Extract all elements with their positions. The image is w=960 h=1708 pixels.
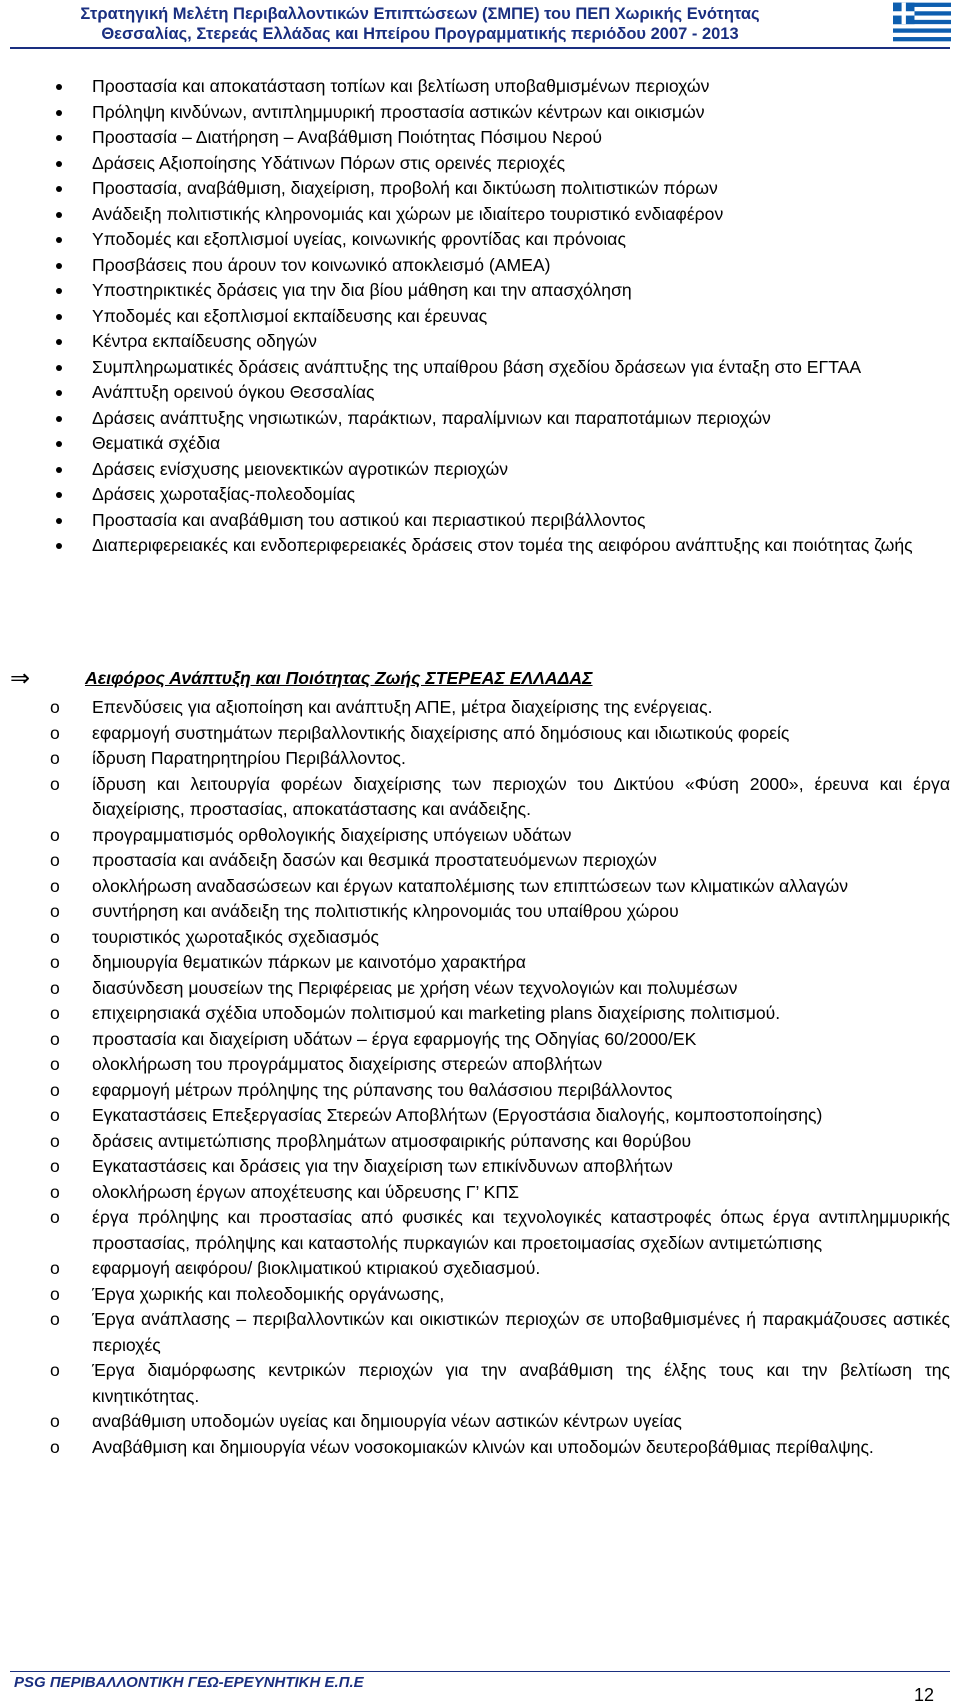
- bullet-item: [50, 202, 950, 228]
- bullet-item: [50, 533, 950, 559]
- list-item: [50, 1409, 950, 1435]
- circle-bullet-icon: o: [50, 1156, 60, 1176]
- list-item: [50, 1001, 950, 1027]
- bullet-text: Δράσεις ανάπτυξης νησιωτικών, παράκτιων, παραλίμνιων και παραποτάμιων περιοχών: [92, 407, 771, 428]
- list-item-text: Έργα χωρικής και πολεοδομικής οργάνωσης,: [92, 1283, 445, 1304]
- bullet-dot-icon: [56, 441, 62, 447]
- bullet-text: Συμπληρωματικές δράσεις ανάπτυξης της υπαίθρου βάση σχεδίου δράσεων για ένταξη στο ΕΓΤΑΑ: [92, 356, 862, 377]
- bullet-text: Κέντρα εκπαίδευσης οδηγών: [92, 331, 317, 351]
- list-item: [50, 772, 950, 823]
- page-number: 12: [913, 1685, 934, 1705]
- bullet-dot-icon: [56, 543, 62, 549]
- list-item: [50, 925, 950, 951]
- bullet-dot-icon: [56, 135, 62, 141]
- list-item-text: Εγκαταστάσεις και δράσεις για την διαχείριση των επικίνδυνων αποβλήτων: [92, 1156, 673, 1176]
- circle-bullet-icon: o: [50, 875, 60, 896]
- list-item-text: ολοκλήρωση αναδασώσεων και έργων καταπολέμισης των επιπτώσεων των κλιματικών αλλαγών: [92, 875, 849, 896]
- bullet-item: [50, 508, 950, 534]
- circle-bullet-icon: o: [50, 901, 60, 921]
- list-item-text: δράσεις αντιμετώπισης προβλημάτων ατμοσφαιρικής ρύπανσης και θορύβου: [92, 1130, 692, 1151]
- bullet-item: [50, 329, 950, 355]
- circle-bullet-icon: o: [50, 824, 60, 845]
- circle-bullet-icon: o: [50, 1054, 60, 1074]
- list-item-text: εφαρμογή αειφόρου/ βιοκλιματικού κτιριακού σχεδιασμού.: [92, 1258, 541, 1278]
- bullet-text: Υποδομές και εξοπλισμοί υγείας, κοινωνικής φροντίδας και πρόνοιας: [92, 229, 626, 249]
- list-item-text: τουριστικός χωροταξικός σχεδιασμός: [92, 926, 379, 947]
- bullet-item: [50, 74, 950, 100]
- bullet-dot-icon: [56, 518, 62, 524]
- bullet-item: [50, 227, 950, 253]
- bullet-dot-icon: [56, 212, 62, 218]
- list-item: [50, 1307, 950, 1358]
- circle-bullet-icon: o: [50, 1105, 60, 1125]
- bullet-item: [50, 482, 950, 508]
- list-item-text: επιχειρησιακά σχέδια υποδομών πολιτισμού και marketing plans διαχείρισης πολιτισμού.: [92, 1003, 781, 1023]
- circle-bullet-icon: o: [50, 1028, 60, 1049]
- circle-bullet-icon: o: [50, 748, 60, 768]
- list-item-text: έργα πρόληψης και προστασίας από φυσικές και τεχνολογικές καταστροφές όπως έργα αντιπλημμυρικής προστασίας, πρόληψης και καταστολής πυρκαγιών και προετοιμασίας σχεδίων αντιμετώπισης: [92, 1207, 950, 1253]
- bullet-dot-icon: [56, 314, 62, 320]
- bullet-item: [50, 457, 950, 483]
- list-item: [50, 1256, 950, 1282]
- bullet-text: Προστασία και αποκατάσταση τοπίων και βελτίωση υποβαθμισμένων περιοχών: [92, 76, 710, 96]
- header-line-1: Στρατηγική Μελέτη Περιβαλλοντικών Επιπτώσεων (ΣΜΠΕ) του ΠΕΠ Χωρικής Ενότητας: [80, 5, 760, 23]
- circle-bullet-icon: o: [50, 722, 60, 743]
- bullet-dot-icon: [56, 288, 62, 294]
- list-item: [50, 1052, 950, 1078]
- bullet-text: Προστασία – Διατήρηση – Αναβάθμιση Ποιότητας Πόσιμου Νερού: [92, 127, 602, 147]
- circle-bullet-icon: o: [50, 1207, 60, 1227]
- circle-bullet-icon: o: [50, 1411, 60, 1431]
- circle-bullet-icon: o: [50, 1309, 60, 1329]
- bullet-dot-icon: [56, 110, 62, 116]
- circle-bullet-icon: o: [50, 1079, 60, 1100]
- bullet-dot-icon: [56, 263, 62, 269]
- bullet-dot-icon: [56, 416, 62, 422]
- bullet-list: [50, 74, 950, 559]
- list-item: [50, 1282, 950, 1308]
- header-line-2: Θεσσαλίας, Στερεάς Ελλάδας και Ηπείρου Προγραμματικής περιόδου 2007 - 2013: [101, 25, 739, 43]
- circle-bullet-icon: o: [50, 1181, 60, 1202]
- bullet-text: Ανάδειξη πολιτιστικής κληρονομιάς και χώρων με ιδιαίτερο τουριστικό ενδιαφέρον: [92, 203, 724, 224]
- circle-bullet-icon: o: [50, 773, 60, 794]
- list-item: [50, 1180, 950, 1206]
- list-item: [50, 874, 950, 900]
- list-item-text: αναβάθμιση υποδομών υγείας και δημιουργία νέων αστικών κέντρων υγείας: [92, 1411, 682, 1431]
- bullet-item: [50, 100, 950, 126]
- footer-company: PSG ΠΕΡΙΒΑΛΛΟΝΤΙΚΗ ΓΕΩ-ΕΡΕΥΝΗΤΙΚΗ Ε.Π.Ε: [14, 1674, 364, 1691]
- circle-bullet-icon: o: [50, 1003, 60, 1023]
- circle-bullet-icon: o: [50, 1258, 60, 1278]
- bullet-text: Προσβάσεις που άρουν τον κοινωνικό αποκλεισμό (ΑΜΕΑ): [92, 254, 551, 275]
- greek-flag-icon: [893, 2, 951, 42]
- list-item: [50, 823, 950, 849]
- double-arrow-icon: ⇒: [10, 664, 31, 692]
- bullet-text: Προστασία και αναβάθμιση του αστικού και περιαστικού περιβάλλοντος: [92, 509, 646, 530]
- bullet-item: [50, 431, 950, 457]
- list-item: [50, 899, 950, 925]
- section-title: Αειφόρος Ανάπτυξη και Ποιότητας Ζωής ΣΤΕΡΕΑΣ ΕΛΛΑΔΑΣ: [85, 668, 593, 688]
- circle-bullet-icon: o: [50, 1360, 60, 1380]
- bullet-text: Διαπεριφερειακές και ενδοπεριφερειακές δράσεις στον τομέα της αειφόρου ανάπτυξης και ποιότητας ζωής: [92, 535, 913, 555]
- bullet-text: Ανάπτυξη ορεινού όγκου Θεσσαλίας: [92, 382, 375, 402]
- list-item: [50, 976, 950, 1002]
- list-item-text: διασύνδεση μουσείων της Περιφέρειας με χρήση νέων τεχνολογιών και πολυμέσων: [92, 977, 738, 998]
- bullet-item: [50, 406, 950, 432]
- bullet-dot-icon: [56, 365, 62, 371]
- list-item: [50, 848, 950, 874]
- bullet-item: [50, 176, 950, 202]
- circle-bullet-icon: o: [50, 952, 60, 972]
- list-item: [50, 1078, 950, 1104]
- bullet-item: [50, 253, 950, 279]
- list-item: [50, 1027, 950, 1053]
- bullet-text: Δράσεις Αξιοποίησης Υδάτινων Πόρων στις ορεινές περιοχές: [92, 152, 566, 173]
- bullet-text: Θεματικά σχέδια: [92, 433, 221, 453]
- bullet-text: Δράσεις ενίσχυσης μειονεκτικών αγροτικών περιοχών: [92, 458, 509, 479]
- list-item: [50, 1154, 950, 1180]
- header-title: [20, 4, 820, 44]
- list-item-text: Έργα ανάπλασης – περιβαλλοντικών και οικιστικών περιοχών σε υποβαθμισμένες ή παρακμάζουσες αστικές περιοχές: [92, 1309, 950, 1355]
- bullet-item: [50, 355, 950, 381]
- bullet-dot-icon: [56, 339, 62, 345]
- bullet-text: Δράσεις χωροταξίας-πολεοδομίας: [92, 484, 356, 504]
- bullet-dot-icon: [56, 492, 62, 498]
- footer-divider: [10, 1671, 950, 1672]
- list-item-text: ίδρυση και λειτουργία φορέων διαχείρισης των περιοχών του Δικτύου «Φύση 2000», έρευνα και έργα διαχείρισης, προστασίας, αποκατάστασης και ανάδειξης.: [92, 773, 950, 819]
- bullet-item: [50, 151, 950, 177]
- section-heading: [10, 665, 910, 691]
- bullet-text: Υποδομές και εξοπλισμοί εκπαίδευσης και έρευνας: [92, 305, 488, 326]
- list-item-text: εφαρμογή συστημάτων περιβαλλοντικής διαχείρισης από δημόσιους και ιδιωτικούς φορείς: [92, 722, 790, 743]
- circle-bullet-icon: o: [50, 1130, 60, 1151]
- list-item: [50, 1358, 950, 1409]
- item-list: [50, 695, 950, 1460]
- list-item: [50, 746, 950, 772]
- bullet-item: [50, 278, 950, 304]
- bullet-dot-icon: [56, 390, 62, 396]
- list-item: [50, 1205, 950, 1256]
- circle-bullet-icon: o: [50, 1436, 60, 1457]
- bullet-item: [50, 125, 950, 151]
- circle-bullet-icon: o: [50, 1283, 60, 1304]
- circle-bullet-icon: o: [50, 977, 60, 998]
- circle-bullet-icon: o: [50, 850, 60, 870]
- list-item-text: Αναβάθμιση και δημιουργία νέων νοσοκομιακών κλινών και υποδομών δευτεροβάθμιας περίθαλψης.: [92, 1436, 874, 1457]
- bullet-dot-icon: [56, 84, 62, 90]
- list-item: [50, 950, 950, 976]
- page-header: [0, 0, 960, 46]
- list-item-text: ίδρυση Παρατηρητηρίου Περιβάλλοντος.: [92, 748, 406, 768]
- list-item-text: προστασία και ανάδειξη δασών και θεσμικά προστατευόμενων περιοχών: [92, 850, 657, 870]
- list-item-text: προστασία και διαχείριση υδάτων – έργα εφαρμογής της Οδηγίας 60/2000/ΕΚ: [92, 1028, 697, 1049]
- circle-bullet-icon: o: [50, 926, 60, 947]
- bullet-item: [50, 304, 950, 330]
- list-item: [50, 1103, 950, 1129]
- bullet-item: [50, 380, 950, 406]
- bullet-text: Υποστηρικτικές δράσεις για την δια βίου μάθηση και την απασχόληση: [92, 280, 632, 300]
- bullet-dot-icon: [56, 237, 62, 243]
- bullet-dot-icon: [56, 161, 62, 167]
- list-item: [50, 695, 950, 721]
- circle-bullet-icon: o: [50, 697, 60, 717]
- list-item: [50, 1435, 950, 1461]
- list-item-text: εφαρμογή μέτρων πρόληψης της ρύπανσης του θαλάσσιου περιβάλλοντος: [92, 1079, 673, 1100]
- header-divider: [10, 47, 950, 49]
- list-item-text: ολοκλήρωση έργων αποχέτευσης και ύδρευσης Γ’ ΚΠΣ: [92, 1181, 519, 1202]
- list-item-text: Εγκαταστάσεις Επεξεργασίας Στερεών Αποβλήτων (Εργοστάσια διαλογής, κομποστοποίησης): [92, 1105, 823, 1125]
- bullet-text: Πρόληψη κινδύνων, αντιπλημμυρική προστασία αστικών κέντρων και οικισμών: [92, 101, 705, 122]
- bullet-dot-icon: [56, 467, 62, 473]
- list-item-text: ολοκλήρωση του προγράμματος διαχείρισης στερεών αποβλήτων: [92, 1054, 603, 1074]
- bullet-dot-icon: [56, 186, 62, 192]
- list-item: [50, 1129, 950, 1155]
- bullet-text: Προστασία, αναβάθμιση, διαχείριση, προβολή και δικτύωση πολιτιστικών πόρων: [92, 178, 718, 198]
- list-item-text: προγραμματισμός ορθολογικής διαχείρισης υπόγειων υδάτων: [92, 824, 572, 845]
- list-item: [50, 721, 950, 747]
- list-item-text: δημιουργία θεματικών πάρκων με καινοτόμο χαρακτήρα: [92, 952, 526, 972]
- list-item-text: Επενδύσεις για αξιοποίηση και ανάπτυξη ΑΠΕ, μέτρα διαχείρισης της ενέργειας.: [92, 697, 713, 717]
- list-item-text: συντήρηση και ανάδειξη της πολιτιστικής κληρονομιάς του υπαίθρου χώρου: [92, 901, 679, 921]
- list-item-text: Έργα διαμόρφωσης κεντρικών περιοχών για την αναβάθμιση της έλξης τους και την βελτίωση της κινητικότητας.: [92, 1360, 950, 1406]
